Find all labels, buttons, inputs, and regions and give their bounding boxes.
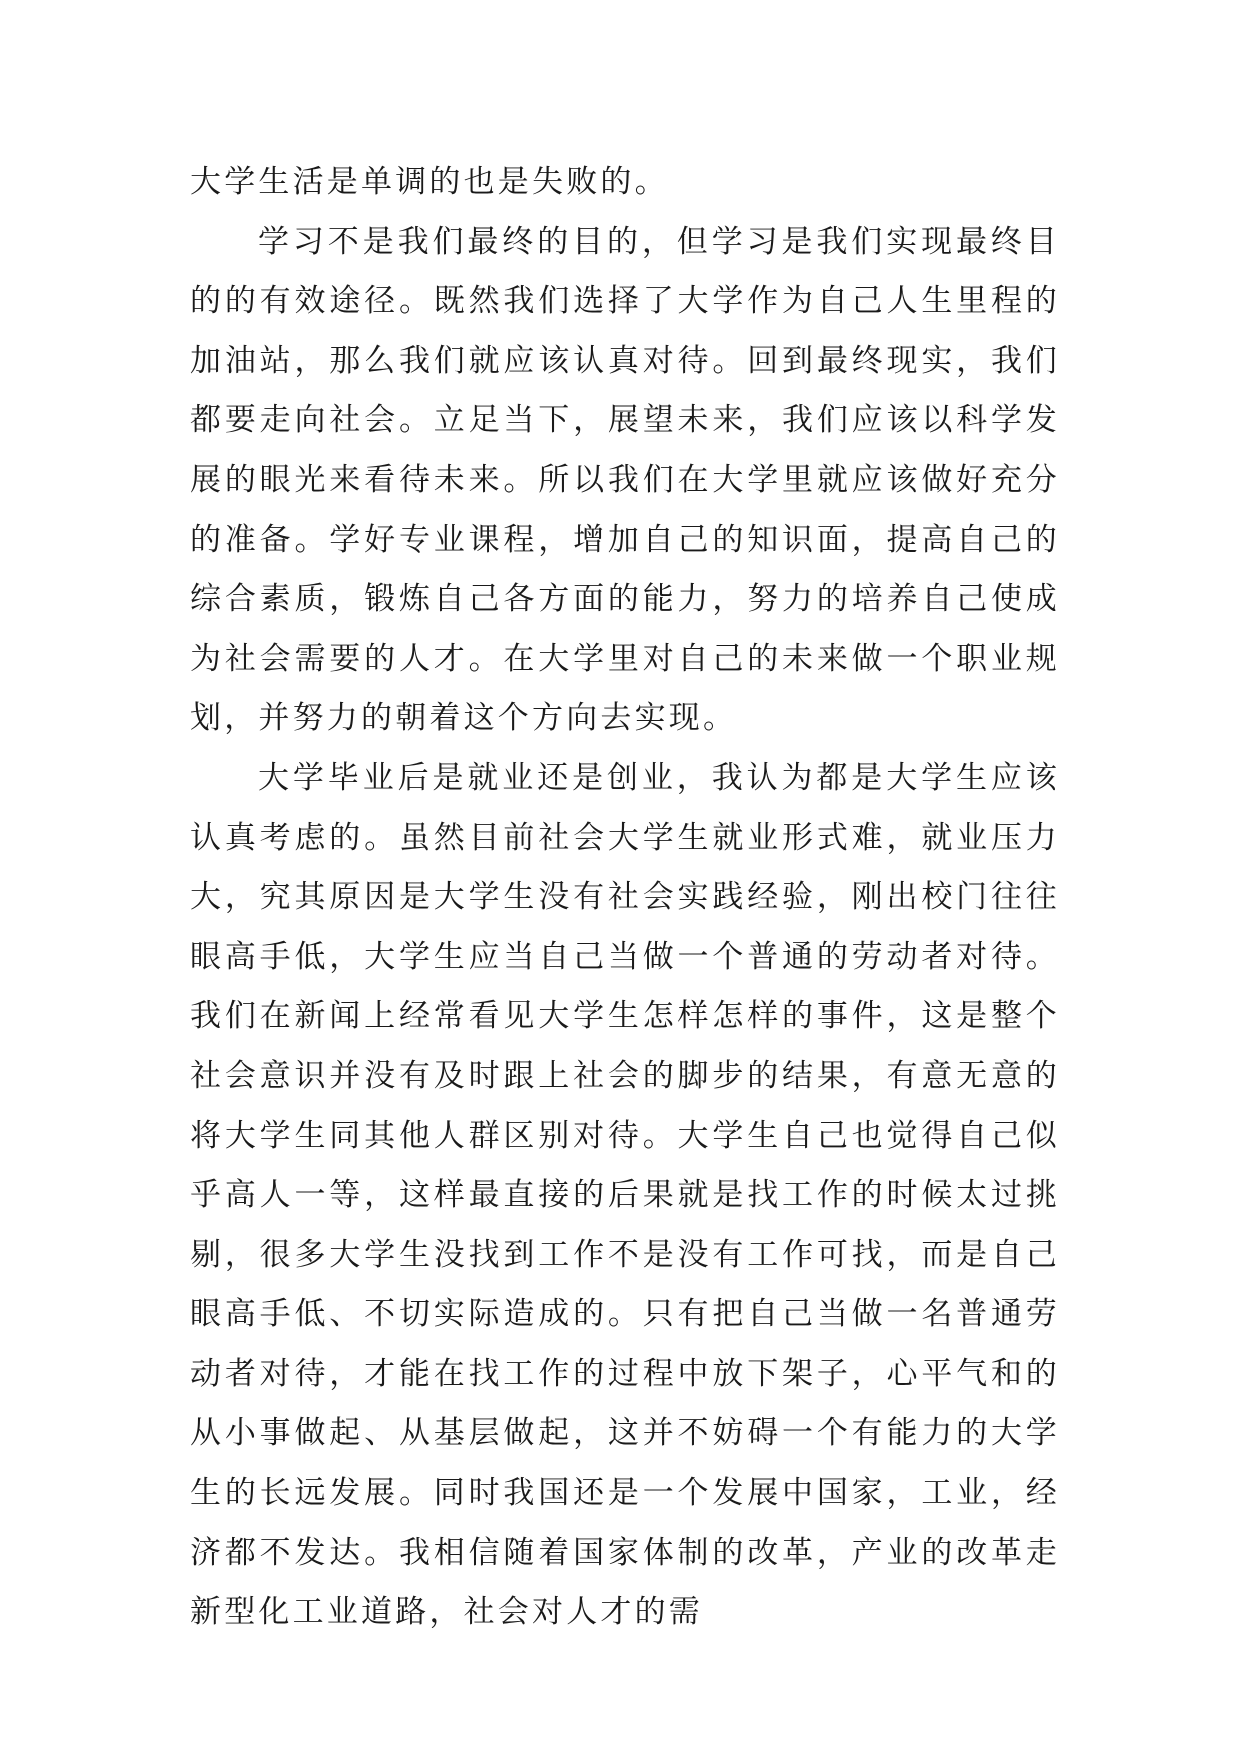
body-text xyxy=(190,153,1060,1643)
paragraph-study-purpose: 学习不是我们最终的目的，但学习是我们实现最终目的的有效途径。既然我们选择了大学作为自己人生里程的加油站，那么我们就应该认真对待。回到最终现实，我们都要走向社会。立足当下，展望未来，我们应该以科学发展的眼光来看待未来。所以我们在大学里就应该做好充分的准备。学好专业课程，增加自己的知识面，提高自己的综合素质，锻炼自己各方面的能力，努力的培养自己使成为社会需要的人才。在大学里对自己的未来做一个职业规划，并努力的朝着这个方向去实现。 xyxy=(190,223,1060,737)
paragraph-continuation: 大学生活是单调的也是失败的。 xyxy=(190,164,669,200)
paragraph-employment: 大学毕业后是就业还是创业，我认为都是大学生应该认真考虑的。虽然目前社会大学生就业形式难，就业压力大，究其原因是大学生没有社会实践经验，刚出校门往往眼高手低，大学生应当自己当做一个普通的劳动者对待。我们在新闻上经常看见大学生怎样怎样的事件，这是整个社会意识并没有及时跟上社会的脚步的结果，有意无意的将大学生同其他人群区别对待。大学生自己也觉得自己似乎高人一等，这样最直接的后果就是找工作的时候太过挑剔，很多大学生没找到工作不是没有工作可找，而是自己眼高手低、不切实际造成的。只有把自己当做一名普通劳动者对待，才能在找工作的过程中放下架子，心平气和的从小事做起、从基层做起，这并不妨碍一个有能力的大学生的长远发展。同时我国还是一个发展中国家，工业，经济都不发达。我相信随着国家体制的改革，产业的改革走新型化工业道路，社会对人才的需 xyxy=(190,759,1060,1631)
